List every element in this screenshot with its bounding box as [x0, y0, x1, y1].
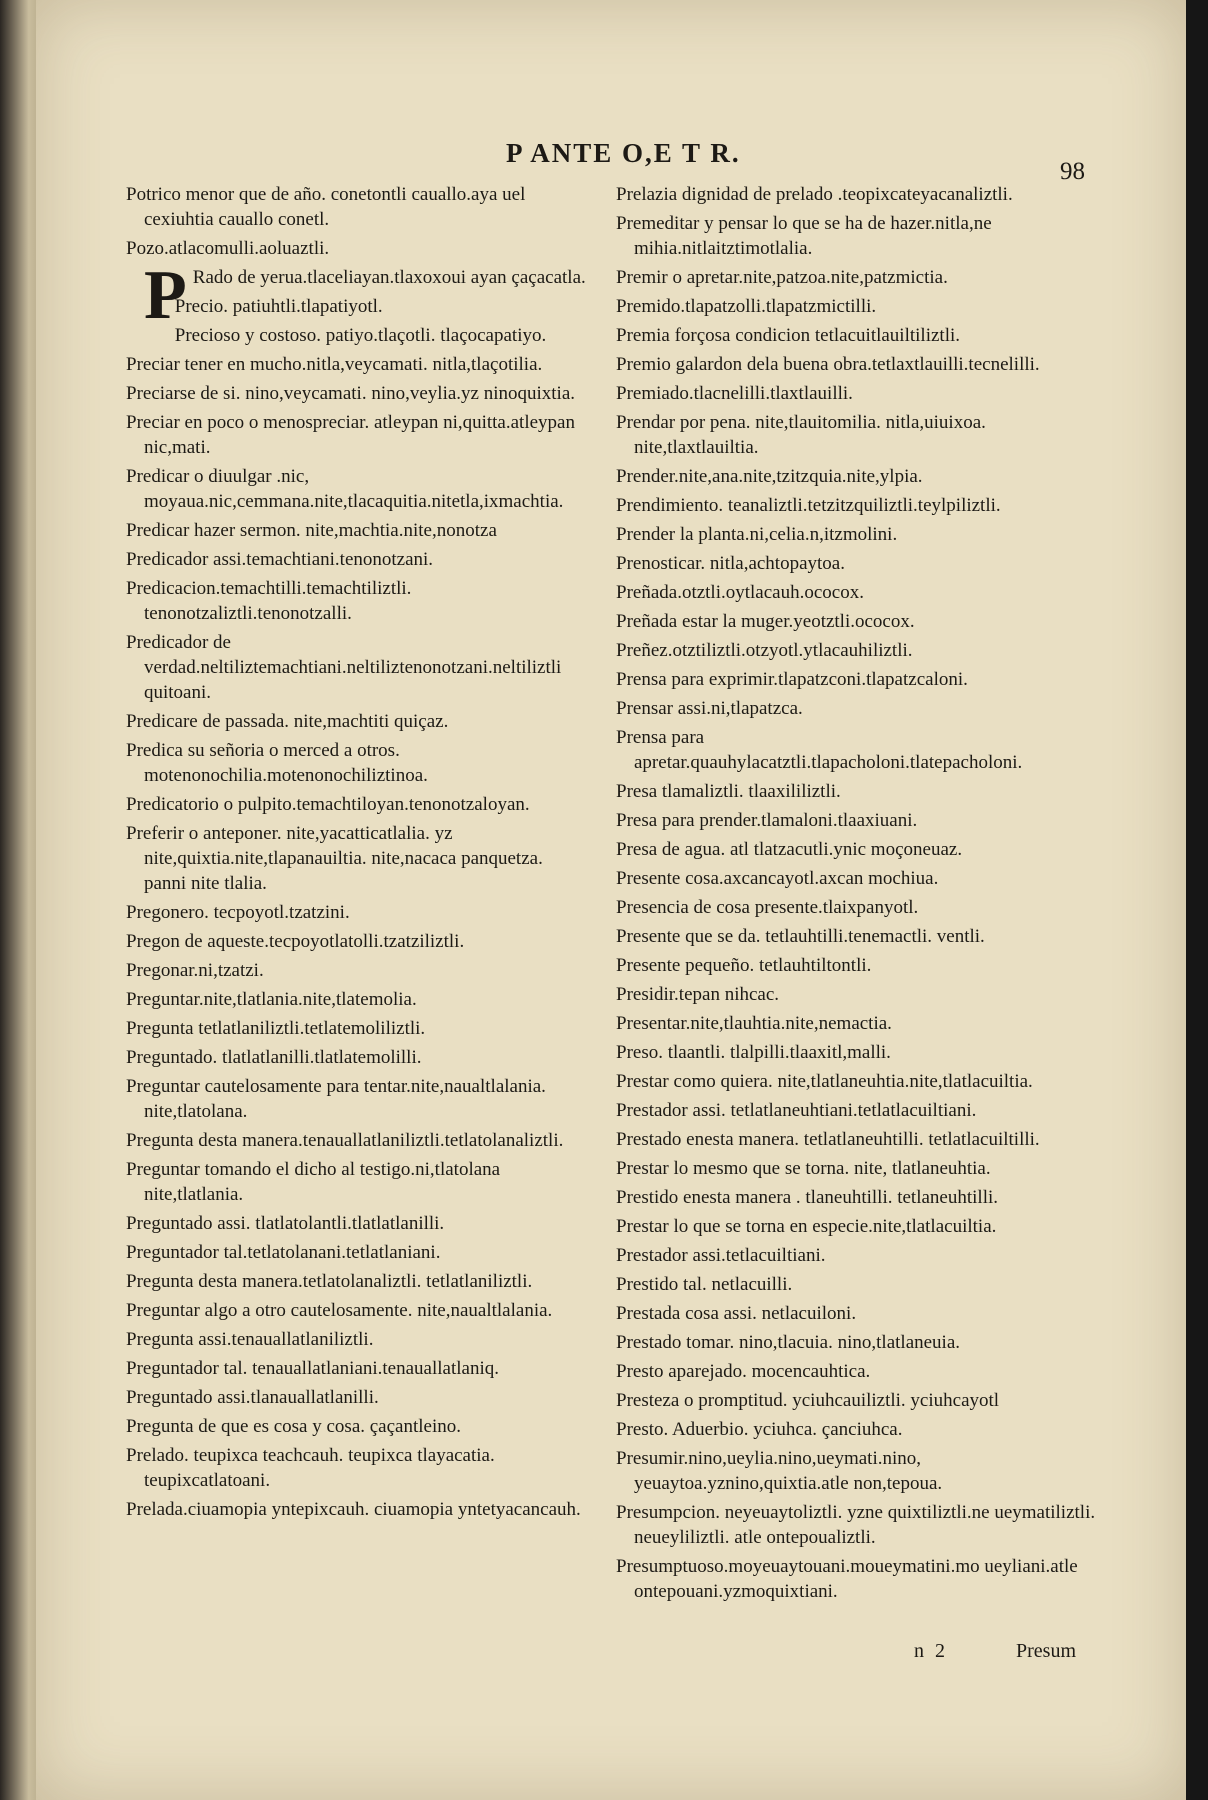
dictionary-entry: Predica su señoria o merced a otros. motenonochilia.motenonochiliztinoa. — [126, 740, 428, 786]
book-gutter — [0, 0, 36, 1800]
left-column — [106, 182, 586, 1526]
running-header: P ANTE O,E T R. — [506, 138, 741, 168]
dictionary-entry: Presto aparejado. mocencauhtica. — [616, 1361, 871, 1382]
dictionary-entry: Preferir o anteponer. nite,yacatticatlalia. yz nite,quixtia.nite,tlapanauiltia. nite,nacaca panquetza. panni nite tlalia. — [126, 823, 543, 894]
dictionary-entry: Pozo.atlacomulli.aoluaztli. — [126, 238, 330, 259]
dictionary-entry: Prendimiento. teanaliztli.tetzitzquiliztli.teylpiliztli. — [616, 495, 1001, 516]
dictionary-entry: Pregonar.ni,tzatzi. — [126, 960, 264, 981]
dictionary-entry: Prestada cosa assi. netlacuiloni. — [616, 1303, 857, 1324]
dictionary-entry: Preguntador tal. tenauallatlaniani.tenauallatlaniq. — [126, 1358, 499, 1379]
dictionary-entry: Prestar lo que se torna en especie.nite,tlatlacuiltia. — [616, 1216, 997, 1237]
folio-number: 98 — [1060, 158, 1085, 185]
dictionary-entry: Presentar.nite,tlauhtia.nite,nemactia. — [616, 1013, 892, 1034]
dictionary-entry: Prestado enesta manera. tetlatlaneuhtilli. tetlatlacuiltilli. — [616, 1129, 1040, 1150]
dictionary-entry: Preguntar tomando el dicho al testigo.ni,tlatolana nite,tlatlania. — [126, 1159, 501, 1205]
dictionary-entry: Preciar tener en mucho.nitla,veycamati. nitla,tlaçotilia. — [126, 354, 543, 375]
dictionary-entry: Prestador assi.tetlacuiltiani. — [616, 1245, 826, 1266]
dictionary-entry: Premia forçosa condicion tetlacuitlauiltiliztli. — [616, 325, 961, 346]
dictionary-entry: Prestar como quiera. nite,tlatlaneuhtia.nite,tlatlacuiltia. — [616, 1071, 1033, 1092]
dictionary-entry: Prestar lo mesmo que se torna. nite, tlatlaneuhtia. — [616, 1158, 991, 1179]
dictionary-entry: Preguntado assi.tlanauallatlanilli. — [126, 1387, 379, 1408]
dictionary-entry: Predicare de passada. nite,machtiti quiçaz. — [126, 711, 449, 732]
dictionary-entry: Presa para prender.tlamaloni.tlaaxiuani. — [616, 810, 918, 831]
dictionary-entry: Prestido tal. netlacuilli. — [616, 1274, 793, 1295]
dictionary-entry: Predicador assi.temachtiani.tenonotzani. — [126, 549, 434, 570]
dictionary-entry: Preguntar.nite,tlatlania.nite,tlatemolia. — [126, 989, 417, 1010]
dictionary-entry: Presente cosa.axcancayotl.axcan mochiua. — [616, 868, 939, 889]
dictionary-entry: Predicar hazer sermon. nite,machtia.nite,nonotza — [126, 520, 497, 541]
dictionary-entry: Presente que se da. tetlauhtilli.tenemactli. ventli. — [616, 926, 985, 947]
dictionary-entry: Preguntado assi. tlatlatolantli.tlatlatlanilli. — [126, 1213, 445, 1234]
dictionary-entry: Prensa para exprimir.tlapatzconi.tlapatzcaloni. — [616, 669, 968, 690]
dictionary-entry: Prensar assi.ni,tlapatzca. — [616, 698, 803, 719]
dictionary-entry: Prestador assi. tetlatlaneuhtiani.tetlatlacuiltiani. — [616, 1100, 977, 1121]
dictionary-entry: Preciar en poco o menospreciar. atleypan ni,quitta.atleypan nic,mati. — [126, 412, 575, 458]
dictionary-entry: Premiado.tlacnelilli.tlaxtlauilli. — [616, 383, 853, 404]
dictionary-entry: Presumir.nino,ueylia.nino,ueymati.nino, yeuaytoa.yznino,quixtia.atle non,tepoua. — [616, 1448, 943, 1494]
dictionary-entry: Predicar o diuulgar .nic, moyaua.nic,cemmana.nite,tlacaquitia.nitetla,ixmachtia. — [126, 466, 564, 512]
dictionary-entry: Presencia de cosa presente.tlaixpanyotl. — [616, 897, 919, 918]
dictionary-entry: Premio galardon dela buena obra.tetlaxtlauilli.tecnelilli. — [616, 354, 1040, 375]
dictionary-entry: Preguntador tal.tetlatolanani.tetlatlaniani. — [126, 1242, 441, 1263]
dictionary-entry: Pregunta desta manera.tenauallatlaniliztli.tetlatolanaliztli. — [126, 1130, 564, 1151]
dictionary-entry: Predicatorio o pulpito.temachtiloyan.tenonotzaloyan. — [126, 794, 530, 815]
dictionary-entry: Presteza o promptitud. yciuhcauiliztli. yciuhcayotl — [616, 1390, 1000, 1411]
dictionary-entry: Pregon de aqueste.tecpoyotlatolli.tzatziliztli. — [126, 931, 465, 952]
dictionary-entry: Potrico menor que de año. conetontli cauallo.aya uel cexiuhtia cauallo conetl. — [126, 184, 526, 230]
dictionary-entry: Presa tlamaliztli. tlaaxililiztli. — [616, 781, 841, 802]
dictionary-entry: Prendar por pena. nite,tlauitomilia. nitla,uiuixoa. nite,tlaxtlauiltia. — [616, 412, 986, 458]
dictionary-entry: Premeditar y pensar lo que se ha de hazer.nitla,ne mihia.nitlaitztimotlalia. — [616, 213, 992, 259]
dictionary-page — [36, 0, 1186, 1800]
signature-mark: n 2 — [914, 1640, 948, 1662]
dictionary-entry: Pregunta assi.tenauallatlaniliztli. — [126, 1329, 374, 1350]
dictionary-entry: Preguntar algo a otro cautelosamente. nite,naualtlalania. — [126, 1300, 553, 1321]
dictionary-entry: Prestado tomar. nino,tlacuia. nino,tlatlaneuia. — [616, 1332, 961, 1353]
dictionary-entry: Pregunta desta manera.tetlatolanaliztli. tetlatlaniliztli. — [126, 1271, 533, 1292]
dictionary-entry: Premir o apretar.nite,patzoa.nite,patzmictia. — [616, 267, 948, 288]
dictionary-entry: Preñada.otztli.oytlacauh.ococox. — [616, 582, 864, 603]
dictionary-entry: Preñez.otztiliztli.otzyotl.ytlacauhiliztli. — [616, 640, 913, 661]
dictionary-entry: Precio. patiuhtli.tlapatiyotl. — [174, 296, 383, 317]
dictionary-entry: Prelazia dignidad de prelado .teopixcateyacanaliztli. — [616, 184, 1013, 205]
dictionary-entry: Preso. tlaantli. tlalpilli.tlaaxitl,malli. — [616, 1042, 891, 1063]
dictionary-entry: Presente pequeño. tetlauhtiltontli. — [616, 955, 872, 976]
dictionary-entry: Predicacion.temachtilli.temachtiliztli. tenonotzaliztli.tenonotzalli. — [126, 578, 412, 624]
dictionary-entry: Preguntar cautelosamente para tentar.nite,naualtlalania. nite,tlatolana. — [126, 1076, 546, 1122]
dictionary-entry: Pregunta tetlatlaniliztli.tetlatemoliliztli. — [126, 1018, 426, 1039]
entry-text: Rado de yerua.tlaceliayan.tlaxoxoui ayan çaçacatla. — [192, 267, 586, 288]
dictionary-entry: Presumptuoso.moyeuaytouani.moueymatini.mo ueyliani.atle ontepouani.yzmoquixtiani. — [616, 1556, 1078, 1602]
dictionary-entry: Precioso y costoso. patiyo.tlaçotli. tlaçocapatiyo. — [174, 325, 547, 346]
dictionary-entry: Preñada estar la muger.yeotztli.ococox. — [616, 611, 915, 632]
dictionary-entry: Presto. Aduerbio. yciuhca. çanciuhca. — [616, 1419, 903, 1440]
dictionary-entry: Presa de agua. atl tlatzacutli.ynic moçoneuaz. — [616, 839, 963, 860]
dictionary-entry: Prender.nite,ana.nite,tzitzquia.nite,ylpia. — [616, 466, 923, 487]
dictionary-entry: Premido.tlapatzolli.tlapatzmictilli. — [616, 296, 877, 317]
dictionary-entry: Pregonero. tecpoyotl.tzatzini. — [126, 902, 350, 923]
dictionary-entry: Presidir.tepan nihcac. — [616, 984, 780, 1005]
dictionary-entry: Prelado. teupixca teachcauh. teupixca tlayacatia. teupixcatlatoani. — [126, 1445, 495, 1491]
dictionary-entry: Preciarse de si. nino,veycamati. nino,veylia.yz ninoquixtia. — [126, 383, 576, 404]
dictionary-entry: Prensa para apretar.quauhylacatztli.tlapacholoni.tlatepacholoni. — [616, 727, 1023, 773]
dictionary-entry: Predicador de verdad.neltiliztemachtiani.neltiliztenonotzani.neltiliztli quitoani. — [126, 632, 562, 703]
dictionary-entry: Prender la planta.ni,celia.n,itzmolini. — [616, 524, 898, 545]
dictionary-entry: Preguntado. tlatlatlanilli.tlatlatemolilli. — [126, 1047, 422, 1068]
catchword: Presum — [1016, 1640, 1076, 1662]
dictionary-entry: Presumpcion. neyeuaytoliztli. yzne quixtiliztli.ne ueymatiliztli. neueyliliztli. atle ontepoualiztli. — [616, 1502, 1096, 1548]
right-column — [596, 182, 1096, 1608]
drop-capital: P — [144, 257, 187, 334]
dictionary-entry: Prenosticar. nitla,achtopaytoa. — [616, 553, 845, 574]
dictionary-entry: Prelada.ciuamopia yntepixcauh. ciuamopia yntetyacancauh. — [126, 1499, 581, 1520]
dictionary-entry: Pregunta de que es cosa y cosa. çaçantleino. — [126, 1416, 462, 1437]
dictionary-entry: Prestido enesta manera . tlaneuhtilli. tetlaneuhtilli. — [616, 1187, 999, 1208]
